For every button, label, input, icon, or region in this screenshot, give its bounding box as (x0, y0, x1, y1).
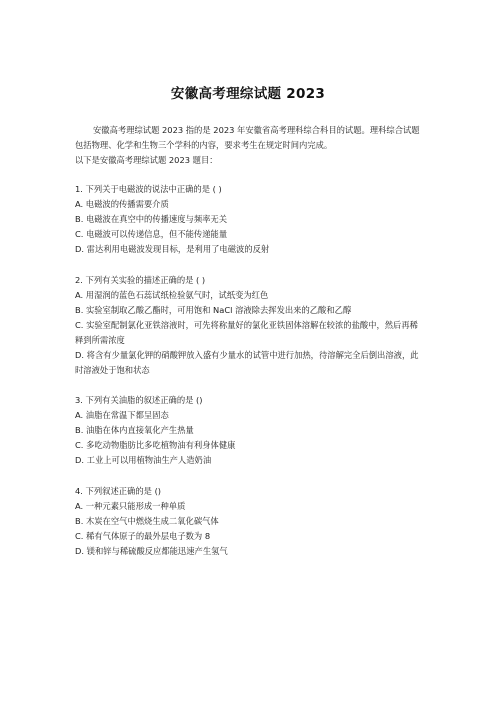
question-stem: 2. 下列有关实验的描述正确的是 ( ) (75, 274, 206, 285)
option-b: B. 木炭在空气中燃烧生成二氧化碳气体 (75, 515, 219, 526)
question-stem: 3. 下列有关油脂的叙述正确的是 () (75, 395, 203, 405)
question-stem: 4. 下列叙述正确的是 () (75, 485, 162, 496)
option-d: D. 将含有少量氯化钾的硝酸钾放入盛有少量水的试管中进行加热，待溶解完全后倒出溶液，此时溶液处于饱和状态 (75, 349, 419, 375)
question-2 (75, 273, 425, 378)
question-1 (75, 182, 425, 257)
option-b: B. 电磁波在真空中的传播速度与频率无关 (75, 214, 228, 224)
option-a: A. 一种元素只能形成一种单质 (75, 500, 186, 511)
option-c: C. 电磁波可以传递信息，但不能传递能量 (75, 229, 228, 239)
option-a: A. 电磁波的传播需要介质 (75, 199, 169, 209)
option-a: A. 油脂在常温下都呈固态 (75, 410, 169, 420)
option-d: D. 镁和锌与稀硫酸反应都能迅速产生氢气 (75, 545, 228, 556)
lead-line: 以下是安徽高考理综试题 2023 题目： (75, 155, 218, 165)
question-3 (75, 393, 425, 468)
intro-paragraph: 安徽高考理综试题 2023 指的是 2023 年安徽省高考理科综合科目的试题。理科综合试题包括物理、化学和生物三个学科的内容，要求考生在规定时间内完成。 (75, 125, 420, 150)
option-b: B. 实验室制取乙酸乙酯时，可用饱和 NaCl 溶液除去挥发出来的乙酸和乙醇 (75, 304, 352, 315)
option-d: D. 雷达利用电磁波发现目标，是利用了电磁波的反射 (75, 244, 270, 254)
document-body (75, 123, 425, 574)
question-4 (75, 484, 425, 559)
question-stem: 1. 下列关于电磁波的说法中正确的是 ( ) (75, 184, 222, 194)
option-d: D. 工业上可以用植物油生产人造奶油 (75, 455, 212, 465)
option-b: B. 油脂在体内直接氧化产生热量 (75, 425, 194, 435)
option-a: A. 用湿润的蓝色石蕊试纸检验氨气时，试纸变为红色 (75, 289, 269, 300)
option-c: C. 实验室配制氯化亚铁溶液时，可先将称量好的氯化亚铁固体溶解在较浓的盐酸中，然后再稀释到所需浓度 (75, 319, 418, 345)
option-c: C. 稀有气体原子的最外层电子数为 8 (75, 530, 211, 541)
option-c: C. 多吃动物脂肪比多吃植物油有利身体健康 (75, 440, 236, 450)
document-title: 安徽高考理综试题 2023 (170, 86, 326, 102)
